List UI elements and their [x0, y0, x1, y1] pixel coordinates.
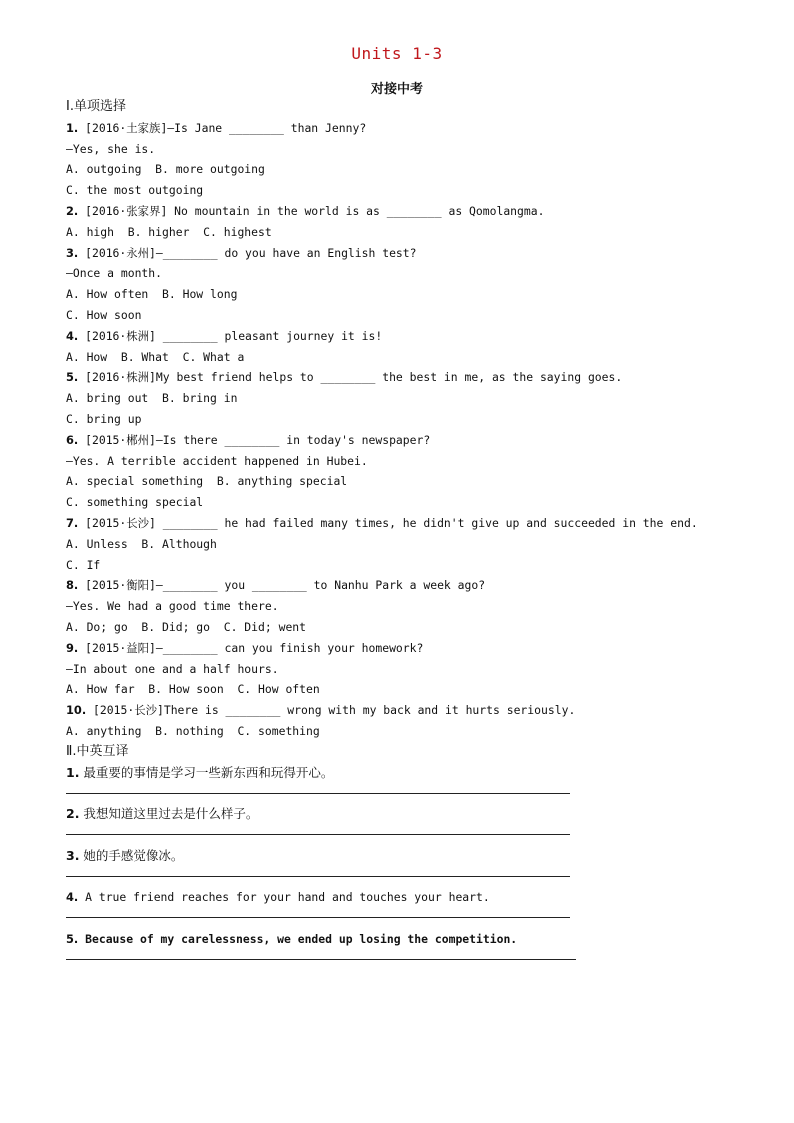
question-option-line — [66, 159, 766, 180]
translation-text: A true friend reaches for your hand and touches your heart. — [78, 890, 490, 905]
question-list — [66, 118, 766, 742]
translation-text: 她的手感觉像冰。 — [79, 847, 184, 863]
question-number: 1. — [66, 120, 79, 135]
translation-item — [66, 763, 766, 805]
translation-text: 最重要的事情是学习一些新东西和玩得开心。 — [79, 764, 334, 780]
question-text: A. anything B. nothing C. something — [66, 723, 320, 738]
translation-prompt — [66, 887, 766, 908]
translation-number: 3. — [66, 847, 80, 863]
answer-line[interactable] — [66, 876, 570, 877]
translation-item — [66, 846, 766, 888]
translation-prompt — [66, 846, 766, 867]
question-option-line — [66, 555, 766, 576]
translation-number: 4. — [66, 890, 79, 905]
question-text: A. high B. higher C. highest — [66, 224, 272, 239]
question-option-line — [66, 534, 766, 555]
question-text: A. outgoing B. more outgoing — [66, 162, 265, 177]
question-option-line — [66, 180, 766, 201]
answer-line[interactable] — [66, 793, 570, 794]
question-text: C. If — [66, 557, 101, 572]
translation-number: 2. — [66, 806, 80, 822]
question-number: 7. — [66, 515, 79, 530]
question-option-line — [66, 451, 766, 472]
question-text: A. special something B. anything special — [66, 474, 348, 489]
translation-item — [66, 887, 766, 929]
question-text: [2015·长沙]There is ________ wrong with my back and it hurts seriously. — [86, 703, 576, 718]
question-number: 4. — [66, 328, 79, 343]
question-text: A. Unless B. Although — [66, 536, 217, 551]
question-stem — [66, 118, 766, 139]
question-text: [2016·土家族]—Is Jane ________ than Jenny? — [78, 120, 367, 135]
question-number: 5. — [66, 370, 79, 385]
question-option-line — [66, 659, 766, 680]
translation-text: 我想知道这里过去是什么样子。 — [79, 806, 259, 822]
translation-text: Because of my carelessness, we ended up losing the competition. — [78, 931, 518, 946]
question-text: —In about one and a half hours. — [66, 661, 279, 676]
question-stem — [66, 638, 766, 659]
question-stem — [66, 326, 766, 347]
question-number: 6. — [66, 432, 79, 447]
question-text: C. bring up — [66, 411, 142, 426]
question-number: 3. — [66, 245, 79, 260]
question-option-line — [66, 263, 766, 284]
section-heading-translation: Ⅱ.中英互译 — [66, 743, 129, 759]
question-text: A. How often B. How long — [66, 287, 238, 302]
question-number: 8. — [66, 578, 79, 593]
question-stem — [66, 243, 766, 264]
translation-list — [66, 763, 766, 971]
question-text: [2015·衡阳]—________ you ________ to Nanhu Park a week ago? — [78, 578, 486, 593]
question-text: C. something special — [66, 495, 204, 510]
question-stem — [66, 575, 766, 596]
page-subtitle: 对接中考 — [370, 82, 423, 97]
question-text: A. Do; go B. Did; go C. Did; went — [66, 619, 307, 634]
translation-item — [66, 804, 766, 846]
question-option-line — [66, 617, 766, 638]
question-number: 9. — [66, 640, 79, 655]
page-title: Units 1-3 — [351, 44, 443, 63]
question-text: C. the most outgoing — [66, 183, 204, 198]
translation-number: 5. — [66, 931, 79, 946]
translation-prompt — [66, 804, 766, 825]
question-stem — [66, 201, 766, 222]
question-option-line — [66, 347, 766, 368]
question-text: C. How soon — [66, 307, 142, 322]
question-number: 10. — [66, 703, 87, 718]
question-stem — [66, 700, 766, 721]
question-text: A. bring out B. bring in — [66, 391, 238, 406]
translation-item — [66, 929, 766, 971]
question-text: [2015·益阳]—________ can you finish your homework? — [78, 640, 424, 655]
question-option-line — [66, 222, 766, 243]
question-option-line — [66, 492, 766, 513]
question-text: A. How far B. How soon C. How often — [66, 682, 320, 697]
question-text: [2016·株洲] ________ pleasant journey it is! — [78, 328, 383, 343]
question-text: —Once a month. — [66, 266, 163, 281]
question-stem — [66, 513, 766, 534]
question-option-line — [66, 721, 766, 742]
section-heading-multiple-choice: Ⅰ.单项选择 — [66, 99, 126, 114]
translation-prompt — [66, 763, 766, 784]
question-option-line — [66, 284, 766, 305]
question-option-line — [66, 596, 766, 617]
question-text: —Yes. A terrible accident happened in Hubei. — [66, 453, 368, 468]
question-option-line — [66, 139, 766, 160]
answer-line[interactable] — [66, 959, 576, 960]
question-text: [2016·张家界] No mountain in the world is as ________ as Qomolangma. — [78, 203, 545, 218]
translation-number: 1. — [66, 764, 80, 780]
question-text: A. How B. What C. What a — [66, 349, 245, 364]
question-option-line — [66, 305, 766, 326]
question-text: [2016·株洲]My best friend helps to ________ the best in me, as the saying goes. — [78, 370, 623, 385]
question-option-line — [66, 471, 766, 492]
question-number: 2. — [66, 203, 79, 218]
question-text: [2015·长沙] ________ he had failed many times, he didn't give up and succeeded in the end. — [78, 515, 698, 530]
worksheet-body — [66, 97, 766, 970]
answer-line[interactable] — [66, 834, 570, 835]
question-stem — [66, 367, 766, 388]
answer-line[interactable] — [66, 917, 570, 918]
question-text: —Yes. We had a good time there. — [66, 599, 279, 614]
question-text: [2015·郴州]—Is there ________ in today's newspaper? — [78, 432, 431, 447]
question-option-line — [66, 388, 766, 409]
question-text: —Yes, she is. — [66, 141, 156, 156]
question-option-line — [66, 679, 766, 700]
question-option-line — [66, 409, 766, 430]
question-text: [2016·永州]—________ do you have an English test? — [78, 245, 417, 260]
question-stem — [66, 430, 766, 451]
translation-prompt — [66, 929, 766, 950]
